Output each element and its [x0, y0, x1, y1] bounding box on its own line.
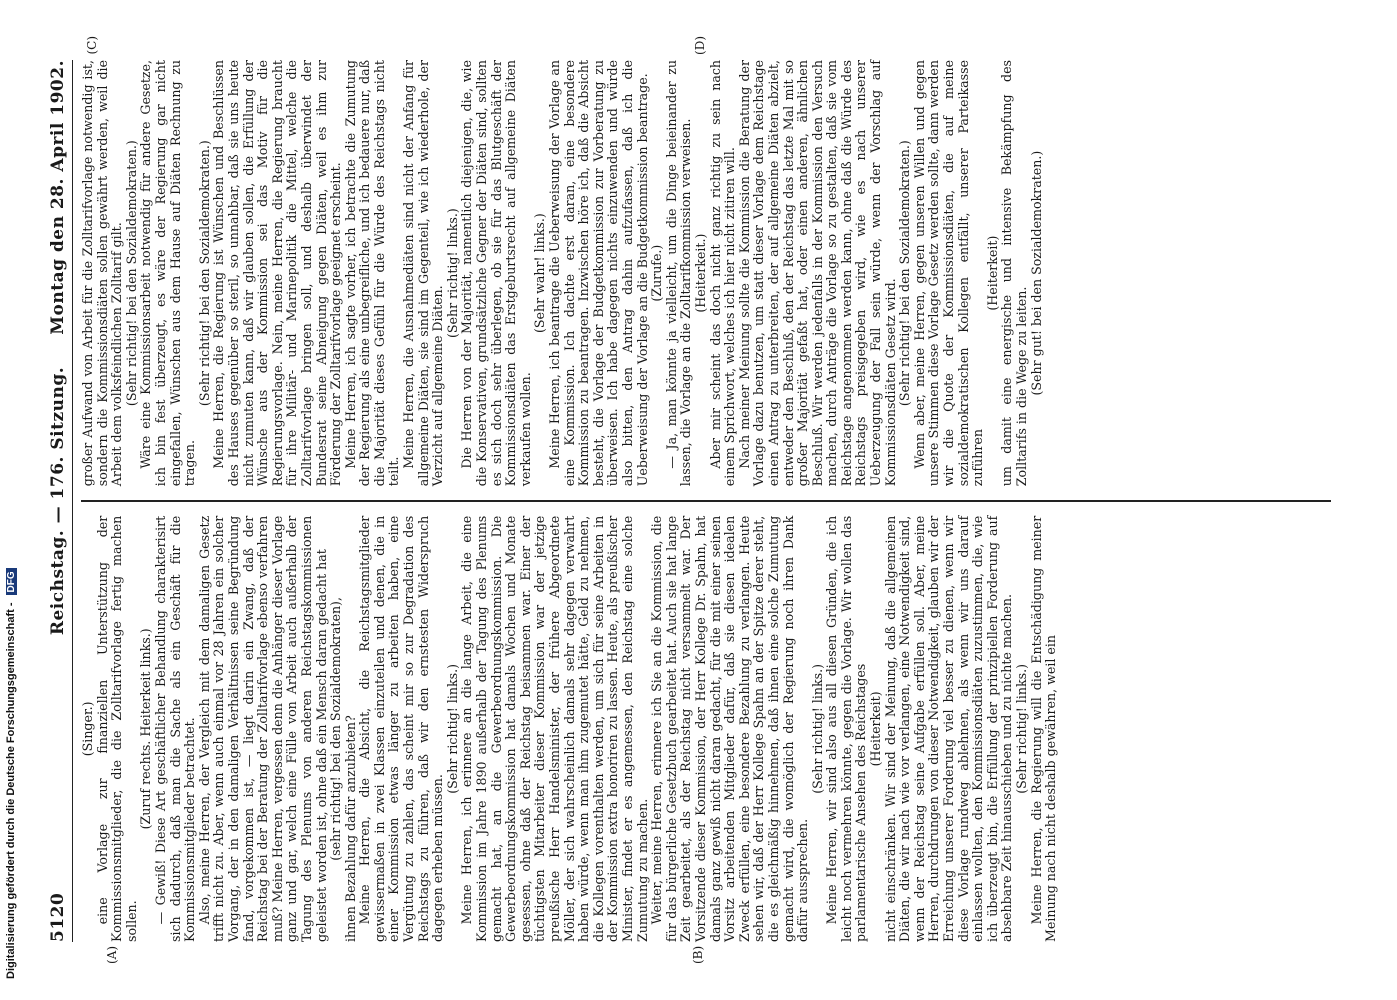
interjection: (Sehr richtig! bei den Sozialdemokraten.)	[897, 140, 913, 407]
marker-b: (B)	[691, 945, 705, 964]
paragraph: Meine Herren, die Regierung ist Wünschen und Beschlüssen des Hauses gegenüber so steril, so unnahbar, daß sie uns heute nicht zumuten kann, daß wir glauben sollen, die Erfüllung der Wünsche aus der Kommission sei das Motiv für die Regierungsvorlage. Nein, meine Herren, die Regierung braucht für ihre Militär- und Marinepolitik die Mittel, welche die Zolltarifvorlage bringen soll, und deshalb überwindet der Bundesrat seine Abneigung gegen Diäten, weil es ihm zur Förderung der Zolltarifvorlage geeignet erscheint.	[211, 60, 344, 487]
paragraph: Meine Herren, die Ausnahmediäten sind nicht der Anfang für allgemeine Diäten, sie sind im Gegenteil, wie ich wiederhole, der Verzicht auf allgemeine Diäten.	[401, 60, 446, 487]
paragraph: — Gewiß! Diese Art geschäftlicher Behandlung charakterisirt sich dadurch, daß man die Sache als ein Geschäft für die Kommissionsmitglieder betrachtet.	[152, 515, 198, 942]
interjection: (Sehr richtig! links.)	[809, 664, 825, 794]
interjection: (Sehr richtig! links.)	[444, 664, 460, 794]
interjection: (Heiterkeit)	[984, 235, 1000, 311]
paragraph: Wenn aber, meine Herren, gegen unseren Willen und gegen unsere Stimmen diese Vorlage Gesetz werden sollte, dann werden wir die Quote der Kommissionsdiäten, die auf meine sozialdemokratischen Kollegen entfällt, unserer Parteikasse zuführen	[911, 60, 986, 487]
paragraph: Wäre eine Kommissionsarbeit notwendig für andere Gesetze, ich bin fest überzeugt, es wäre der Regierung gar nicht eingefallen, Wünschen aus dem Hause auf Diäten Rechnung zu tragen.	[138, 60, 198, 487]
paragraph: Meine Herren, ich sagte vorher, ich betrachte die Zumutung der Regierung als eine unbegreifliche, und ich bedauere nur, daß die Majorität dieses Gefühl für die Würde des Reichstags nicht teilt.	[342, 60, 402, 487]
interjection: (Heiterkeit)	[868, 691, 884, 767]
paragraph: großer Aufwand von Arbeit für die Zolltarifvorlage notwendig ist, sondern die Kommissionsdiäten sollen gewährt werden, weil die Arbeit dem volksfeindlichen Zolltarif gilt.	[80, 60, 125, 487]
paragraph: Meine Herren, die Regierung will die Entschädigung meiner Meinung nach nicht deshalb gewähren, weil ein	[1028, 515, 1059, 942]
paragraph: Meine Herren, ich erinnere an die lange Arbeit, die eine Kommission im Jahre 1890 außerhalb der Tagung des Plenums gemacht hat, an die Gewerbeordnungskommission. Die Gewerbeordnungskommission hat damals Wochen und Monate gesessen, ohne daß der Reichstag beisammen war. Einer der tüchtigsten Mitarbeiter dieser Kommission war der jetzige preußische Herr Handelsminister, der frühere Abgeordnete Möller, der sich wahrscheinlich damals sehr dagegen verwahrt haben würde, wenn man ihm zugemutet hätte, Geld zu nehmen, die Kollegen vorenthalten werden, um sich für seine Arbeiten in der Kommission extra honoriren zu lassen. Heute, als preußischer Minister, findet er es angemessen, den Reichstag eine solche Zumutung zu machen.	[459, 515, 650, 942]
interjection: (Heiterkeit.)	[692, 233, 708, 313]
paragraph: Meine Herren, ich beantrage die Ueberweisung der Vorlage an eine Kommission. Ich dachte erst daran, eine besondere Kommission zu beantragen. Inzwischen höre ich, daß die Absicht besteht, die Vorlage der Budgetkommission zur Vorberatung zu überweisen. Ich habe dagegen nichts einzuwenden und würde also bitten, den Antrag dahin aufzufassen, daß ich die Ueberweisung der Vorlage an die Budgetkommission beantrage.	[547, 60, 650, 487]
paragraph: um damit eine energische und intensive Bekämpfung des Zolltarifs in die Wege zu leiten.	[999, 60, 1029, 487]
interjection: (Sehr richtig! bei den Sozialdemokraten.)	[196, 140, 212, 407]
right-column	[80, 36, 1331, 500]
speaker-name: (Singer.)	[80, 701, 95, 757]
interjection: (Sehr wahr! links.)	[532, 213, 548, 334]
interjection: (Zuruf rechts. Heiterkeit links.)	[138, 628, 154, 830]
digitization-credit	[5, 19, 23, 979]
credit-text: Digitalisierung gefördert durch die Deutsche Forschungsgemeinschaft -	[5, 599, 17, 979]
dfg-logo: DFG	[6, 568, 17, 595]
interjection: (sehr richtig! bei den Sozialdemokraten),	[328, 597, 344, 861]
interjection: (Sehr richtig! links.)	[444, 208, 460, 338]
scan-credit-strip	[4, 0, 22, 1000]
interjection: (Zurufe.)	[649, 244, 665, 302]
paragraph: ihnen Bezahlung dafür anzubieten?	[342, 715, 358, 942]
paragraph: Meine Herren, die Absicht, die Reichstagsmitglieder gewissermaßen in zwei Klassen einzuteilen und denen, die in einer Kommission etwas länger zu arbeiten haben, eine Vergütung zu zahlen, das scheint mir so zur Degradation des Reichstags zu führen, daß wir den ernstesten Widerspruch dagegen erheben müssen.	[357, 515, 446, 942]
paragraph: Die Herren von der Majorität, namentlich diejenigen, die, wie die Konservativen, grundsätzliche Gegner der Diäten sind, sollten es sich doch sehr überlegen, ob sie für das Blutgeschäft der Kommissionsdiäten das Erstgeburtsrecht auf allgemeine Diäten verkaufen wollen.	[459, 60, 533, 487]
page-number: 5120	[48, 892, 68, 942]
session-title: Reichstag. — 176. Sitzung.	[48, 366, 68, 636]
interjection: (Sehr richtig! links.)	[1014, 664, 1029, 794]
marker-a: (A)	[105, 945, 119, 964]
marker-c: (C)	[85, 36, 99, 55]
paragraph: nicht einschränken. Wir sind der Meinung, daß die allgemeinen Diäten, die wir nach wie vor verlangen, eine Notwendigkeit sind, wenn der Reichstag seine Aufgabe erfüllen soll. Aber, meine Herren, durchdrungen von dieser Notwendigkeit, glauben wir der Erreichung unserer Forderung viel besser zu dienen, wenn wir diese Vorlage rundweg ablehnen, als wenn wir uns darauf einlassen wollten, den Kommissionsdiäten zuzustimmen, die, wie ich überzeugt bin, die Erfüllung der prinzipiellen Forderung auf absehbare Zeit hinausschieben und zu nichte machen.	[882, 515, 1015, 942]
paragraph: Aber mir scheint das doch nicht ganz richtig zu sein nach einem Sprichwort, welches ich hier nicht zitiren will.	[707, 60, 738, 487]
session-date: Montag den 28. April 1902.	[48, 60, 68, 335]
paragraph: Nach meiner Meinung sollte die Kommission die Beratung der Vorlage dazu benutzen, um statt dieser Vorlage dem Reichstage einen Antrag zu unterbreiten, der auf allgemeine Diäten abzielt, entweder den Beschluß, den der Reichstag das letzte Mal mit so großer Majorität gefaßt hat, oder einen anderen, ähnlichen Beschluß. Wir werden jedenfalls in der Kommission den Versuch machen, durch Anträge die Vorlage so zu gestalten, daß sie vom Reichstage angenommen werden kann, ohne daß die Würde des Reichstags preisgegeben wird, wie es nach unserer Ueberzeugung der Fall sein würde, wenn der Vorschlag auf Kommissionsdiäten Gesetz wird.	[736, 60, 898, 487]
paragraph: — Ja, man könnte ja vielleicht, um die Dinge beieinander zu lassen, die Vorlage an die Zolltarifkommission verweisen.	[663, 60, 694, 487]
paragraph: Meine Herren, wir sind also aus all diesen Gründen, die ich leicht noch vermehren könnte, gegen die Vorlage. Wir wollen das parlamentarische Ansehen des Reichstages	[824, 515, 869, 942]
paragraph: Also, meine Herren, der Vergleich mit dem damaligen Gesetz trifft nicht zu. Aber, wenn auch einmal vor 28 Jahren ein solcher Vorgang, der in den damaligen Verhältnissen seine Begründung fand, vorgekommen ist, — liegt darin ein Zwang, daß der Reichstag bei der Beratung der Zolltarifvorlage ebenso verfahren muß? Meine Herren, vergessen denn die Anhänger dieser Vorlage ganz und gar, welch eine Fülle von Arbeit auch außerhalb der Tagung des Plenums von anderen Reichstagskommissionen geleistet worden ist, ohne daß ein Mensch daran gedacht hat	[196, 515, 329, 942]
interjection: (Sehr richtig! bei den Sozialdemokraten.)	[123, 140, 139, 407]
marker-d: (D)	[693, 36, 707, 55]
paragraph: Weiter, meine Herren, erinnere ich Sie an die Kommission, die für das bürgerliche Gesetzbuch gearbeitet hat. Auch sie hat lange Zeit gearbeitet, als der Reichstag nicht versammelt war. Der Vorsitzende dieser Kommission, der Herr Kollege Dr. Spahn, hat damals ganz gewiß nicht daran gedacht, für die mit einer seinen Vorsitz arbeitenden Mitglieder dafür, daß sie diesen idealen Zweck erfüllen, eine besondere Bezahlung zu verlangen. Heute sehen wir, daß der Herr Kollege Spahn an der Spitze derer steht, die es gleichmäßig hinnehmen, daß ihnen eine solche Zumutung gemacht wird, die womöglich der Regierung noch ihren Dank dafür aussprechen.	[649, 515, 811, 942]
left-column	[80, 502, 1331, 964]
interjection: (Sehr gut! bei den Sozialdemokraten.)	[1028, 150, 1044, 396]
running-head	[42, 60, 73, 942]
paragraph: eine Vorlage zur finanziellen Unterstützung der Kommissionsmitglieder, die die Zolltarifvorlage fertig machen sollen.	[94, 515, 139, 942]
